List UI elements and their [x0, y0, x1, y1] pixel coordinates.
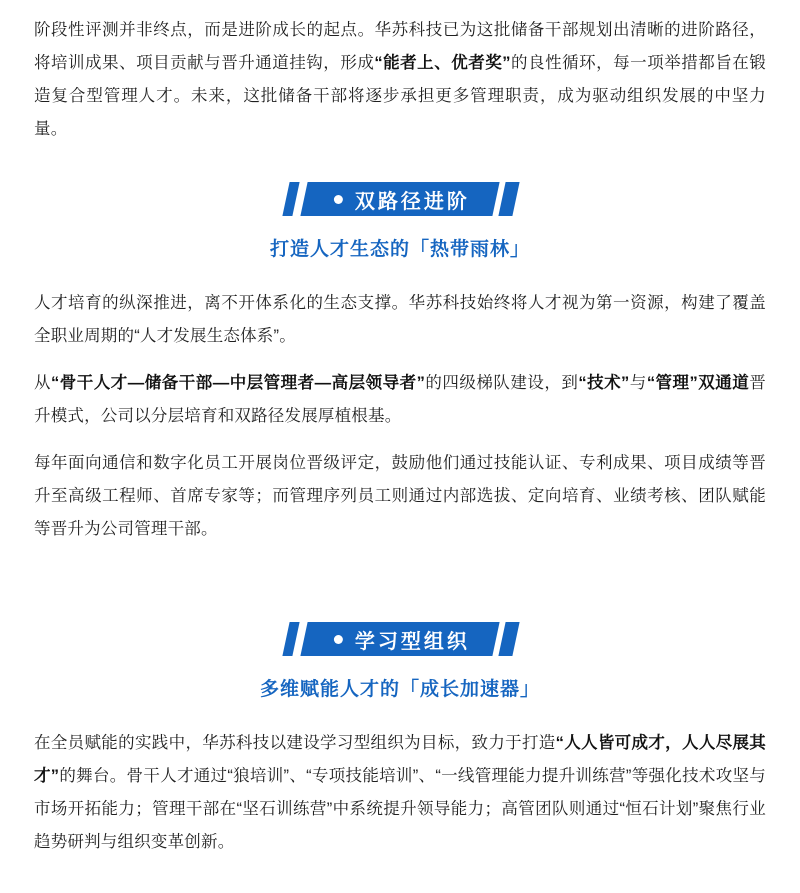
body-text: 在全员赋能的实践中，华苏科技以建设学习型组织为目标，致力于打造 — [34, 734, 556, 752]
banner-left-accent — [282, 182, 299, 216]
banner-right-accent — [498, 622, 519, 656]
paragraph-intro — [34, 14, 766, 146]
body-text: 人才培育的纵深推进，离不开体系化的生态支撑。华苏科技始终将人才视为第一资源，构建了覆盖全职业周期的“人才发展生态体系”。 — [34, 294, 766, 345]
section-subtitle: 打造人才生态的「热带雨林」 — [269, 239, 530, 260]
section-banner — [300, 182, 499, 216]
body-text: 的舞台。骨干人才通过“狼培训”、“专项技能培训”、“一线管理能力提升训练营”等强化技术攻坚与市场开拓能力；管理干部在“坚石训练营”中系统提升领导能力；高管团队则通过“恒石计划”聚焦行业趋势研判与组织变革创新。 — [34, 767, 766, 851]
section-subtitle: 多维赋能人才的「成长加速器」 — [259, 679, 540, 700]
body-text: 与 — [629, 374, 647, 392]
emphasis-text: “能者上、优者奖” — [374, 54, 511, 72]
banner-left-accent — [282, 622, 299, 656]
section-banner-wrap — [34, 182, 766, 216]
body-text: 阶段性评测并非终点，而是进阶成长的起点。华苏科技已为这批储备干部规划出清晰的进阶路径，将培训成果、项目贡献与晋升通道挂钩，形成 — [34, 21, 766, 72]
body-text: 晋升模式，公司以分层培育和双路径发展厚植根基。 — [34, 374, 766, 425]
section-spacer — [34, 560, 766, 586]
section-banner — [300, 622, 499, 656]
section-dual-path — [34, 182, 766, 546]
paragraph — [34, 367, 766, 433]
paragraph — [34, 447, 766, 546]
emphasis-text: “人人皆可成才，人人尽展其才” — [34, 734, 766, 785]
section-banner-label: 学习型组织 — [355, 630, 470, 653]
emphasis-text: “骨干人才—储备干部—中层管理者—高层领导者” — [51, 374, 426, 392]
body-text: 每年面向通信和数字化员工开展岗位晋级评定，鼓励他们通过技能认证、专利成果、项目成绩等晋升至高级工程师、首席专家等；而管理序列员工则通过内部选拔、定向培育、业绩考核、团队赋能等晋升为公司管理干部。 — [34, 454, 766, 538]
section-learning-org — [34, 622, 766, 859]
banner-right-accent — [498, 182, 519, 216]
bullet-dot-icon — [334, 195, 343, 204]
paragraph — [34, 727, 766, 859]
bullet-dot-icon — [334, 635, 343, 644]
section-banner-label: 双路径进阶 — [355, 190, 470, 213]
emphasis-text: “技术” — [578, 374, 630, 392]
section-banner-wrap — [34, 622, 766, 656]
emphasis-text: “管理”双通道 — [646, 374, 750, 392]
body-text: 的四级梯队建设，到 — [425, 374, 579, 392]
body-text: 的良性循环，每一项举措都旨在锻造复合型管理人才。未来，这批储备干部将逐步承担更多管理职责，成为驱动组织发展的中坚力量。 — [34, 54, 767, 138]
body-text: 从 — [34, 374, 51, 392]
paragraph — [34, 287, 766, 353]
